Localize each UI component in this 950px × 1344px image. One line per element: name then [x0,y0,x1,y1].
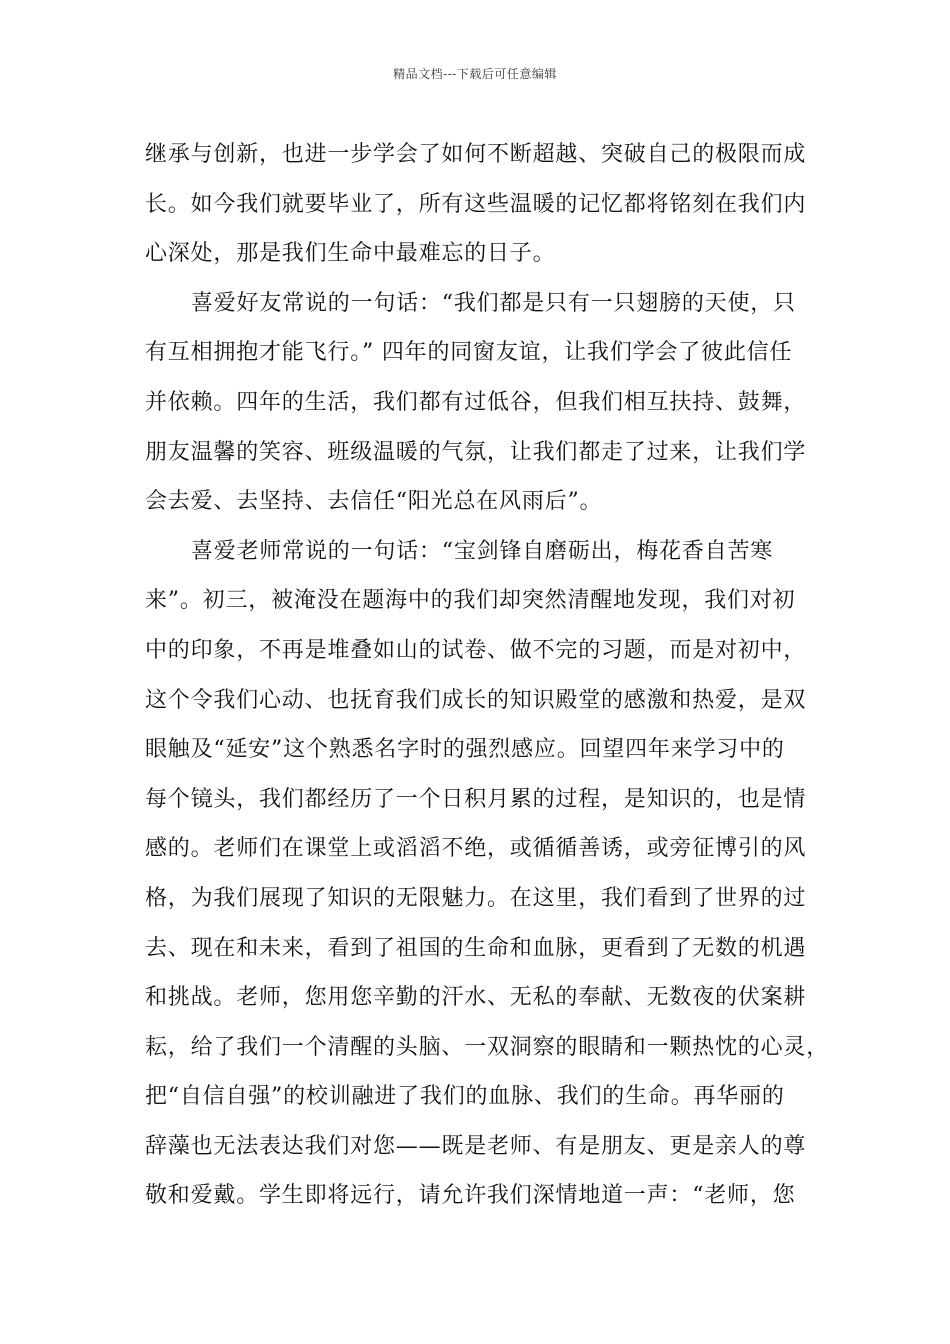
text-line: 去、现在和未来，看到了祖国的生命和血脉，更看到了无数的机遇 [145,935,807,961]
text-line: 有互相拥抱才能飞行。” 四年的同窗友谊，让我们学会了彼此信任 [145,340,793,366]
text-line: 感的。老师们在课堂上或滔滔不绝，或循循善诱，或旁征博引的风 [145,836,807,862]
text-line: 继承与创新，也进一步学会了如何不断超越、突破自己的极限而成 [145,142,807,167]
text-line: 长。如今我们就要毕业了，所有这些温暖的记忆都将铭刻在我们内 [145,191,807,217]
text-line: 耘，给了我们一个清醒的头脑、一双洞察的眼睛和一颗热忱的心灵， [145,1034,830,1060]
text-line: 会去爱、去坚持、去信任“阳光总在风雨后”。 [145,489,603,515]
text-line: 辞藻也无法表达我们对您——既是老师、有是朋友、更是亲人的尊 [145,1133,807,1159]
text-line: 并依赖。四年的生活，我们都有过低谷，但我们相互扶持、鼓舞， [145,389,807,415]
text-line: 心深处，那是我们生命中最难忘的日子。 [145,241,556,267]
text-line: 格，为我们展现了知识的无限魅力。在这里，我们看到了世界的过 [145,885,807,911]
text-line: 喜爱好友常说的一句话：“我们都是只有一只翅膀的天使，只 [191,290,796,316]
text-line: 喜爱老师常说的一句话：“宝剑锋自磨砺出，梅花香自苦寒 [191,538,774,564]
text-line: 敬和爱戴。学生即将远行，请允许我们深情地道一声：“老师，您 [145,1183,796,1209]
text-line: 这个令我们心动、也抚育我们成长的知识殿堂的感激和热爱，是双 [145,687,807,713]
text-line: 每个镜头，我们都经历了一个日积月累的过程，是知识的，也是情 [145,786,807,812]
text-line: 朋友温馨的笑容、班级温暖的气氛，让我们都走了过来，让我们学 [145,439,807,465]
text-line: 中的印象，不再是堆叠如山的试卷、做不完的习题，而是对初中， [145,637,807,663]
page-header: 精品文档---下载后可任意编辑 [393,67,557,81]
document-body [145,130,830,1221]
text-line: 和挑战。老师，您用您辛勤的汗水、无私的奉献、无数夜的伏案耕 [145,985,807,1011]
text-line: 把“自信自强”的校训融进了我们的血脉、我们的生命。再华丽的 [145,1084,785,1110]
text-line: 来”。初三，被淹没在题海中的我们却突然清醒地发现，我们对初 [145,588,796,614]
text-line: 眼触及“延安”这个熟悉名字时的强烈感应。回望四年来学习中的 [145,737,785,763]
